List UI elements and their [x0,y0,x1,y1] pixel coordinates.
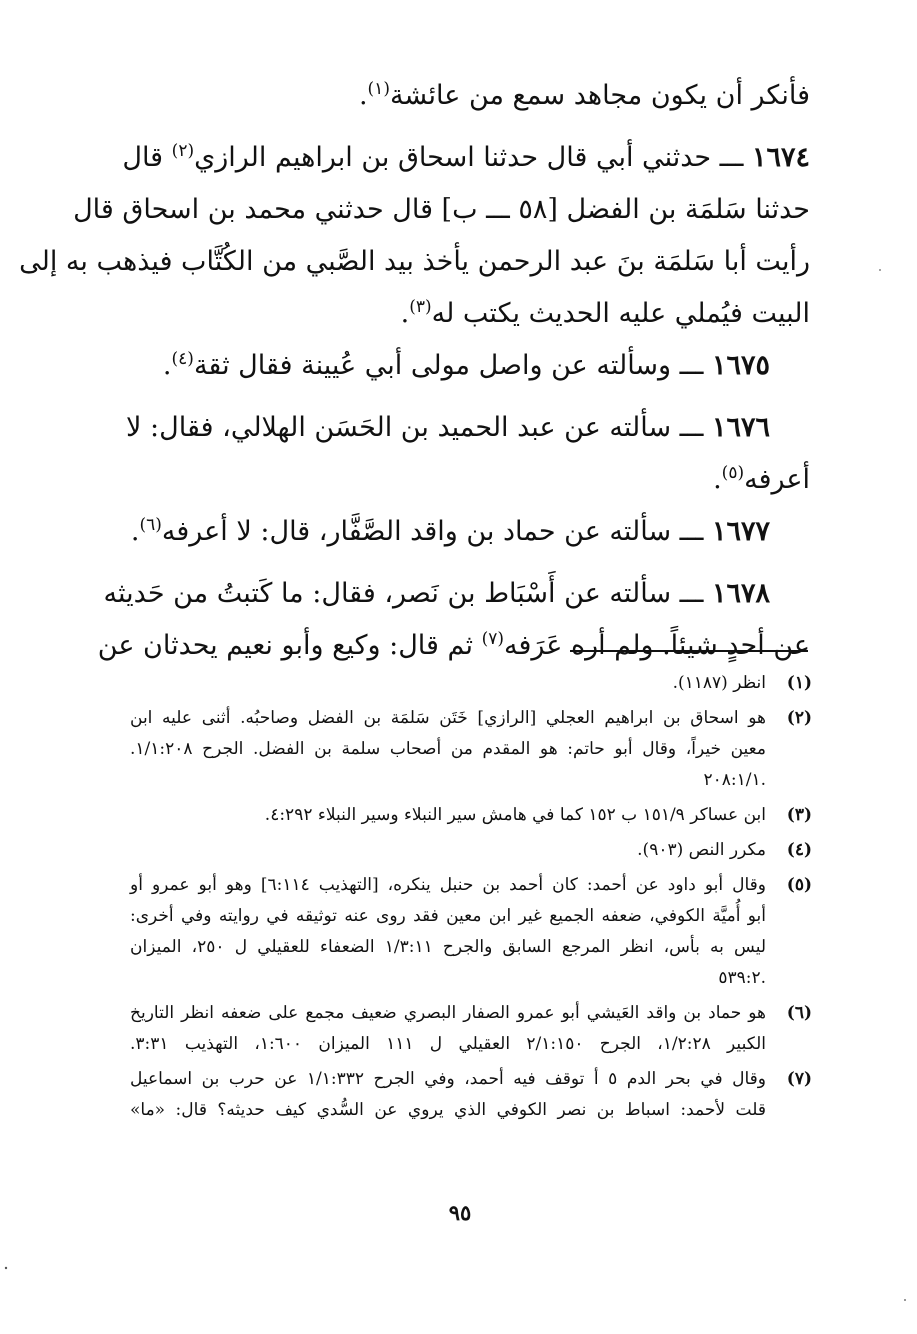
text-line: فأنكر أن يكون مجاهد سمع من عائشة$^{(١)}$. [358,79,810,111]
footnote-line: هو حماد بن واقد العَيشي أبو عمرو الصفار البصري ضعيف مجمع على ضعفه انظر التاريخ [130,1003,766,1023]
footnote-line: ابن عساكر ١٥١/٩ ب ١٥٢ كما في هامش سير النبلاء وسير النبلاء ٤:٢٩٢. [264,805,766,825]
footnote-number: (٢) [786,708,812,728]
footnote-line: مكرر النص (٩٠٣). [637,840,766,860]
footnote-number: (٥) [786,875,812,895]
footnote-line: معين خيراً، وقال أبو حاتم: هو المقدم من أصحاب سلمة بن الفضل. الجرح ١/١:٢٠٨. [130,739,766,759]
text-line: ١٦٧٧ ـــ سألته عن حماد بن واقد الصَّفَّار، قال: لا أعرفه$^{(٦)}$. [130,515,770,547]
footnote-line: انظر (١١٨٧). [672,673,766,693]
footnote-number: (٣) [786,805,812,825]
page-number: ٩٥ [448,1200,472,1225]
text-line: البيت فيُملي عليه الحديث يكتب له$^{(٣)}$. [400,297,810,329]
entry-number: ١٦٧٧ [711,516,770,547]
text-line: ١٦٧٤ ـــ حدثني أبي قال حدثنا اسحاق بن ابراهيم الرازي$^{(٢)}$ قال [122,141,810,173]
text-line: ١٦٧٨ ـــ سألته عن أَسْبَاط بن نَصر، فقال: ما كَتبتُ من حَديثه [103,578,770,609]
text-line: عن أحدٍ شيئاً. ولم أره عَرَفه$^{(٧)}$ ثم قال: وكيع وأبو نعيم يحدثان عن [97,629,810,661]
footnote-line: الكبير ١/٢:٢٨، الجرح ٢/١:١٥٠ العقيلي ل ١١١ الميزان ١:٦٠٠، التهذيب ٣:٣١. [130,1034,766,1054]
footnote-number: (٤) [786,840,812,860]
footnote-line: قلت لأحمد: اسباط بن نصر الكوفي الذي يروي عن السُّدي كيف حديثه؟ قال: «ما» [130,1100,766,1120]
footnote-line: هو اسحاق بن ابراهيم العجلي [الرازي] خَتَن سَلمَة بن الفضل وصاحبُه. أثنى عليه ابن [130,708,766,728]
text-line: ١٦٧٥ ـــ وسألته عن واصل مولى أبي عُيينة فقال ثقة$^{(٤)}$. [162,349,770,381]
footnote-line: وقال في بحر الدم ٥ أ توقف فيه أحمد، وفي الجرح ١/١:٣٣٢ عن حرب بن اسماعيل [130,1069,766,1089]
text-line: ١٦٧٦ ـــ سألته عن عبد الحميد بن الحَسَن الهلالي، فقال: لا [126,412,770,443]
text-line: أعرفه$^{(٥)}$. [713,463,810,495]
footnote-line: وقال أبو داود عن أحمد: كان أحمد بن حنبل ينكره، [التهذيب ٦:١١٤] وهو أبو عمرو أو [130,875,767,895]
text-line: رأيت أبا سَلمَة بنَ عبد الرحمن يأخذ بيد الصَّبي من الكُتَّاب فيذهب به إلى [19,246,810,277]
footnote-line: .٥٣٩:٢ [718,968,766,988]
entry-number: ١٦٧٨ [711,578,770,609]
footnote-number: (٦) [786,1003,812,1023]
footnote-line: أبو أُميَّة الكوفي، ضعفه الجميع غير ابن معين فقد روى عنه توثيقه في روايته وفي أخرى: [130,906,766,926]
entry-number: ١٦٧٥ [711,350,770,381]
footnote-number: (٧) [786,1069,812,1089]
entry-number: ١٦٧٤ [751,142,810,173]
entry-number: ١٦٧٦ [711,412,770,443]
footnote-line: ليس به بأس، انظر المرجع السابق والجرح ١/٣:١١ الضعفاء للعقيلي ل ٢٥٠، الميزان [130,937,766,957]
footnote-number: (١) [786,673,812,693]
text-line: حدثنا سَلمَة بن الفضل [٥٨ ـــ ب] قال حدثني محمد بن اسحاق قال [73,194,810,225]
footnote-line: .٢٠٨:١/١ [703,770,766,790]
